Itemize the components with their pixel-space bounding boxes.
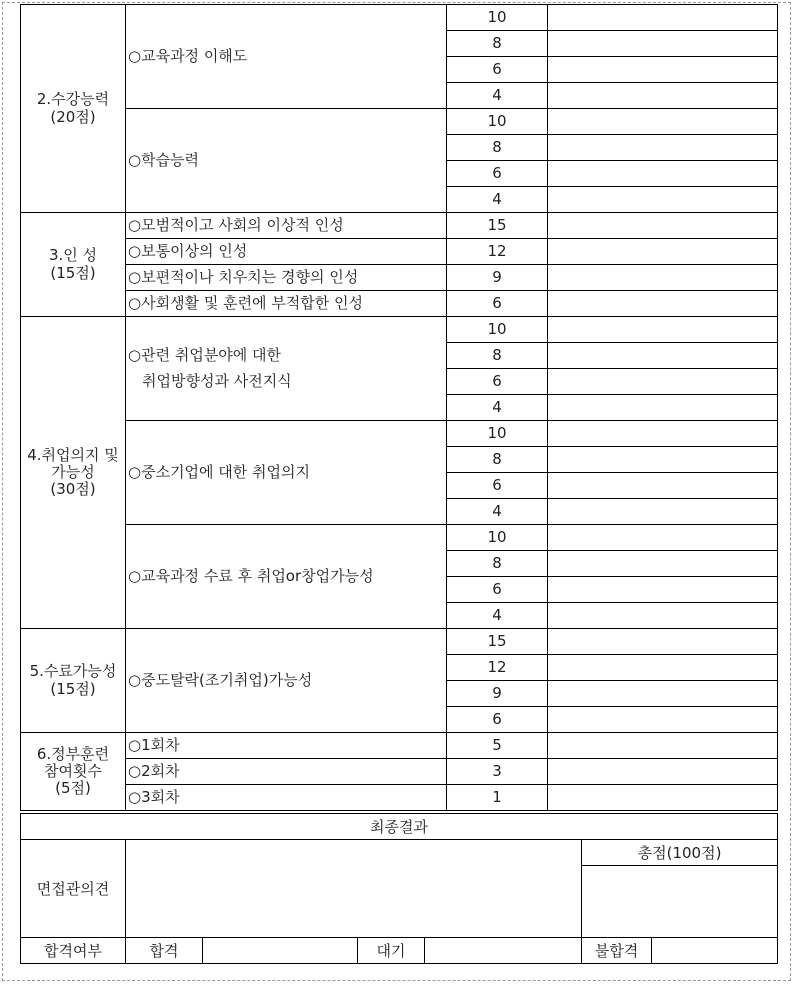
pass-input[interactable] bbox=[203, 938, 358, 964]
score-input-cell[interactable] bbox=[548, 239, 778, 265]
score-value: 9 bbox=[447, 681, 548, 707]
score-value: 4 bbox=[447, 603, 548, 629]
criterion-label: ○교육과정 수료 후 취업or창업가능성 bbox=[126, 525, 447, 629]
category-cell: 4.취업의지 및 가능성 (30점) bbox=[21, 317, 126, 629]
score-input-cell[interactable] bbox=[548, 447, 778, 473]
total-score-input[interactable] bbox=[582, 866, 778, 938]
score-value: 6 bbox=[447, 577, 548, 603]
score-value: 4 bbox=[447, 395, 548, 421]
criterion-label: ○사회생활 및 훈련에 부적합한 인성 bbox=[126, 291, 447, 317]
score-input-cell[interactable] bbox=[548, 343, 778, 369]
criterion-label: ○관련 취업분야에 대한 취업방향성과 사전지식 bbox=[126, 317, 447, 421]
score-value: 5 bbox=[447, 733, 548, 759]
score-input-cell[interactable] bbox=[548, 655, 778, 681]
score-input-cell[interactable] bbox=[548, 83, 778, 109]
result-label: 합격여부 bbox=[21, 938, 126, 964]
score-value: 15 bbox=[447, 213, 548, 239]
score-input-cell[interactable] bbox=[548, 603, 778, 629]
score-value: 10 bbox=[447, 317, 548, 343]
score-value: 8 bbox=[447, 31, 548, 57]
final-result-title: 최종결과 bbox=[21, 814, 778, 840]
score-value: 6 bbox=[447, 57, 548, 83]
criterion-label: ○1회차 bbox=[126, 733, 447, 759]
score-input-cell[interactable] bbox=[548, 499, 778, 525]
score-value: 10 bbox=[447, 525, 548, 551]
opinion-label: 면접관의견 bbox=[21, 840, 126, 938]
opinion-input[interactable] bbox=[126, 840, 582, 938]
pass-label: 합격 bbox=[126, 938, 203, 964]
score-value: 6 bbox=[447, 369, 548, 395]
score-input-cell[interactable] bbox=[548, 473, 778, 499]
fail-input[interactable] bbox=[652, 938, 778, 964]
category-cell: 6.정부훈련 참여횟수 (5점) bbox=[21, 733, 126, 811]
score-value: 6 bbox=[447, 161, 548, 187]
score-input-cell[interactable] bbox=[548, 733, 778, 759]
score-input-cell[interactable] bbox=[548, 759, 778, 785]
score-input-cell[interactable] bbox=[548, 57, 778, 83]
score-input-cell[interactable] bbox=[548, 525, 778, 551]
category-cell: 2.수강능력 (20점) bbox=[21, 5, 126, 213]
score-value: 1 bbox=[447, 785, 548, 811]
score-value: 3 bbox=[447, 759, 548, 785]
score-input-cell[interactable] bbox=[548, 681, 778, 707]
score-input-cell[interactable] bbox=[548, 31, 778, 57]
criterion-label: ○보통이상의 인성 bbox=[126, 239, 447, 265]
score-input-cell[interactable] bbox=[548, 265, 778, 291]
score-input-cell[interactable] bbox=[548, 629, 778, 655]
score-value: 4 bbox=[447, 499, 548, 525]
total-score-label: 총점(100점) bbox=[582, 840, 778, 866]
score-value: 8 bbox=[447, 551, 548, 577]
score-input-cell[interactable] bbox=[548, 187, 778, 213]
score-input-cell[interactable] bbox=[548, 785, 778, 811]
criterion-label: ○중도탈락(조기취업)가능성 bbox=[126, 629, 447, 733]
score-input-cell[interactable] bbox=[548, 213, 778, 239]
score-input-cell[interactable] bbox=[548, 707, 778, 733]
wait-input[interactable] bbox=[425, 938, 582, 964]
score-value: 4 bbox=[447, 83, 548, 109]
criterion-label: ○2회차 bbox=[126, 759, 447, 785]
score-value: 8 bbox=[447, 135, 548, 161]
score-value: 8 bbox=[447, 343, 548, 369]
score-input-cell[interactable] bbox=[548, 135, 778, 161]
wait-label: 대기 bbox=[358, 938, 425, 964]
score-input-cell[interactable] bbox=[548, 577, 778, 603]
score-input-cell[interactable] bbox=[548, 161, 778, 187]
score-value: 12 bbox=[447, 239, 548, 265]
criterion-label: ○모범적이고 사회의 이상적 인성 bbox=[126, 213, 447, 239]
score-input-cell[interactable] bbox=[548, 395, 778, 421]
category-cell: 5.수료가능성 (15점) bbox=[21, 629, 126, 733]
score-input-cell[interactable] bbox=[548, 369, 778, 395]
criterion-label: ○3회차 bbox=[126, 785, 447, 811]
final-result-table bbox=[20, 813, 778, 964]
score-input-cell[interactable] bbox=[548, 317, 778, 343]
score-value: 12 bbox=[447, 655, 548, 681]
score-input-cell[interactable] bbox=[548, 551, 778, 577]
score-value: 6 bbox=[447, 291, 548, 317]
criterion-label: ○학습능력 bbox=[126, 109, 447, 213]
score-input-cell[interactable] bbox=[548, 291, 778, 317]
criterion-label: ○교육과정 이해도 bbox=[126, 5, 447, 109]
score-input-cell[interactable] bbox=[548, 109, 778, 135]
score-input-cell[interactable] bbox=[548, 5, 778, 31]
score-value: 8 bbox=[447, 447, 548, 473]
score-value: 10 bbox=[447, 109, 548, 135]
category-cell: 3.인 성 (15점) bbox=[21, 213, 126, 317]
score-value: 6 bbox=[447, 473, 548, 499]
score-value: 6 bbox=[447, 707, 548, 733]
score-value: 9 bbox=[447, 265, 548, 291]
score-value: 10 bbox=[447, 5, 548, 31]
score-input-cell[interactable] bbox=[548, 421, 778, 447]
fail-label: 불합격 bbox=[582, 938, 652, 964]
score-value: 4 bbox=[447, 187, 548, 213]
score-value: 10 bbox=[447, 421, 548, 447]
score-value: 15 bbox=[447, 629, 548, 655]
evaluation-table bbox=[20, 4, 778, 811]
criterion-label: ○중소기업에 대한 취업의지 bbox=[126, 421, 447, 525]
criterion-label: ○보편적이나 치우치는 경향의 인성 bbox=[126, 265, 447, 291]
